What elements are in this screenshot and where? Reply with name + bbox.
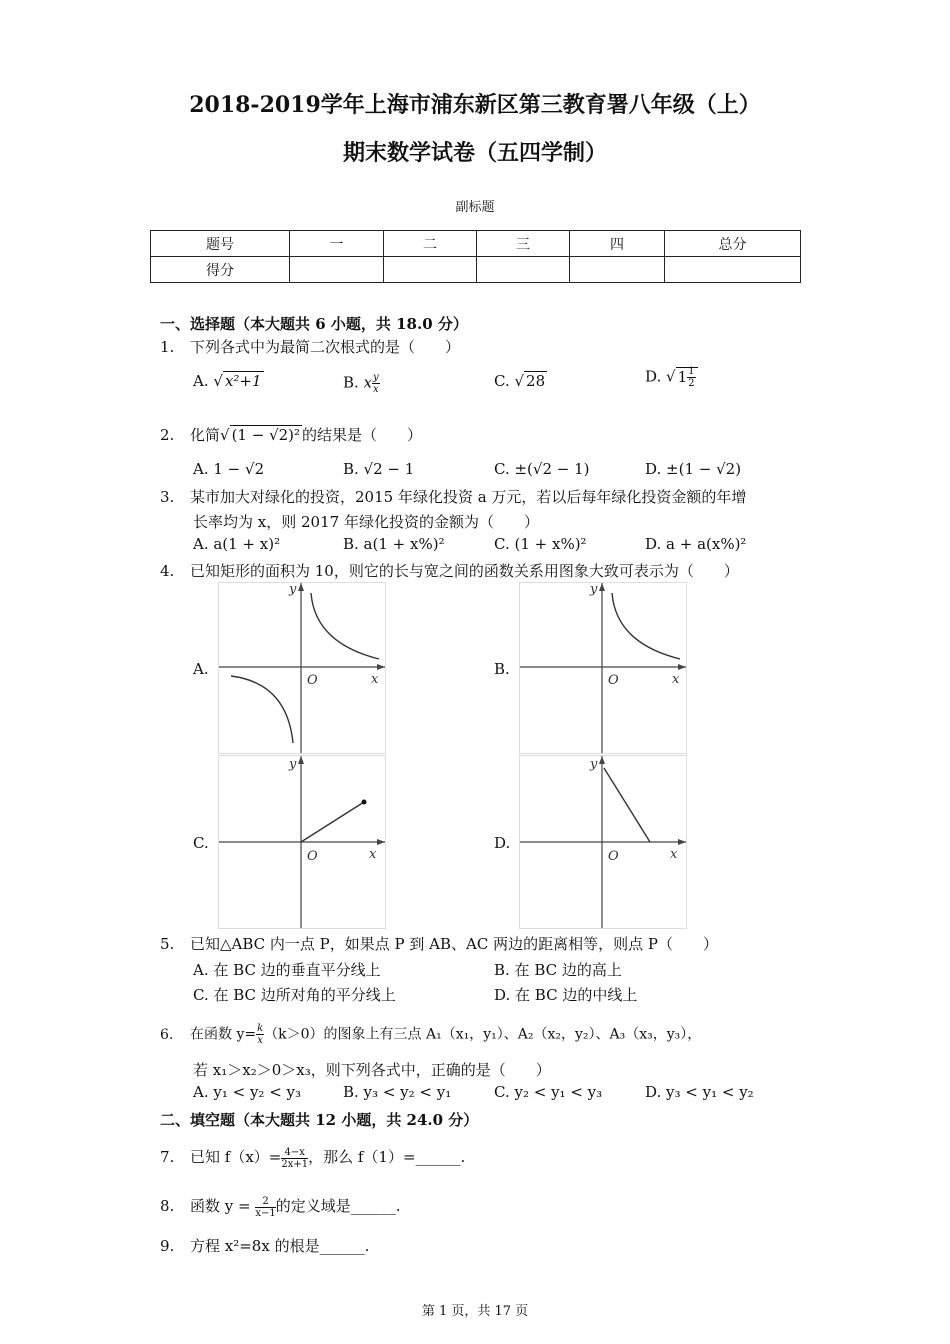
q3-option-d[interactable]: D. a + a(x%)²	[645, 535, 747, 553]
fraction: $\frac{4-x}{2x+1}$	[281, 1146, 309, 1170]
y-axis-arrow	[298, 583, 304, 591]
x-axis-arrow	[678, 839, 686, 845]
fraction: $\frac{y}{x}$	[373, 372, 379, 395]
question-text: ，那么 f（1）=______.	[308, 1148, 466, 1166]
option-label: B.	[343, 373, 359, 392]
section-heading-fill: 二、填空题（本大题共 12 小题，共 24.0 分）	[160, 1111, 479, 1129]
q5-option-d[interactable]: D. 在 BC 边的中线上	[494, 986, 638, 1004]
q1-option-d[interactable]: D. √ 1 $\frac{1}{2}$	[645, 366, 698, 389]
question-2: 2. 化简√ (1 − √2)² 的结果是（ ）	[160, 426, 423, 444]
question-6	[160, 1023, 701, 1046]
q6-option-d[interactable]: D. y₃ < y₁ < y₂	[645, 1083, 754, 1101]
y-axis-label: y	[590, 583, 598, 597]
q4-option-a-label[interactable]: A.	[193, 660, 209, 678]
question-number: 4.	[160, 562, 175, 580]
q6-option-b[interactable]: B. y₃ < y₂ < y₁	[343, 1083, 452, 1101]
question-number: 9.	[160, 1237, 175, 1255]
question-text: 某市加大对绿化的投资，2015 年绿化投资 a 万元，若以后每年绿化投资金额的年增	[190, 488, 747, 506]
origin-label: O	[307, 849, 318, 864]
y-axis-label: y	[590, 757, 598, 772]
score-cell[interactable]	[384, 257, 477, 283]
q1-option-c[interactable]: C. √ 28	[494, 372, 546, 390]
x-axis-arrow	[377, 839, 385, 845]
endpoint	[362, 800, 367, 805]
line-segment	[301, 802, 364, 842]
x-axis-label: x	[369, 847, 377, 862]
origin-label: O	[608, 849, 619, 864]
fraction: $\frac{1}{2}$	[688, 366, 695, 389]
question-number: 2.	[160, 426, 175, 444]
question-text: （k＞0）的图象上有三点 A₁（x₁，y₁）、A₂（x₂，y₂）、A₃（x₃，y₃），	[264, 1026, 702, 1043]
score-table-header-row	[151, 231, 801, 257]
section-heading-choice: 一、选择题（本大题共 6 小题，共 18.0 分）	[160, 315, 468, 333]
question-4	[160, 560, 739, 581]
score-header-cell: 题号	[151, 231, 290, 257]
y-axis-arrow	[599, 756, 605, 764]
question-7	[160, 1146, 465, 1170]
score-cell[interactable]	[665, 257, 801, 283]
option-label: D.	[645, 367, 662, 386]
score-row-label: 得分	[151, 257, 290, 283]
score-header-cell: 二	[384, 231, 477, 257]
graph-a-svg	[219, 583, 385, 753]
page-footer: 第 1 页，共 17 页	[421, 1304, 529, 1319]
option-label: C.	[494, 372, 510, 390]
mixed-whole: 1	[677, 367, 688, 386]
question-9	[160, 1235, 369, 1256]
question-number: 8.	[160, 1197, 175, 1215]
question-text: 函数 y =	[190, 1197, 256, 1215]
q4-option-b-label[interactable]: B.	[494, 660, 510, 678]
question-expr: (1 − √2)²	[231, 426, 301, 444]
q2-option-d[interactable]: D. ±(1 − √2)	[645, 460, 742, 478]
score-header-cell: 四	[570, 231, 665, 257]
q5-option-b[interactable]: B. 在 BC 边的高上	[494, 961, 622, 979]
score-cell[interactable]	[477, 257, 570, 283]
fraction: $\frac{k}{x}$	[257, 1023, 264, 1046]
y-axis-arrow	[599, 583, 605, 591]
q2-option-c[interactable]: C. ±(√2 − 1)	[494, 460, 590, 478]
subtitle: 副标题	[455, 200, 495, 215]
x-axis-arrow	[678, 664, 686, 670]
score-header-cell: 三	[477, 231, 570, 257]
x-axis-arrow	[377, 664, 385, 670]
x-axis-label: x	[670, 847, 678, 862]
y-axis-label: y	[289, 583, 297, 597]
question-number: 3.	[160, 488, 175, 506]
graph-d[interactable]	[519, 755, 687, 929]
q2-option-a[interactable]: A. 1 − √2	[193, 460, 265, 478]
graph-b-svg	[520, 583, 686, 753]
q3-option-c[interactable]: C. (1 + x%)²	[494, 535, 587, 553]
score-table	[150, 230, 801, 283]
score-table-row	[151, 257, 801, 283]
question-number: 5.	[160, 935, 175, 953]
graph-c[interactable]	[218, 755, 386, 929]
x-axis-label: x	[371, 672, 379, 687]
curve-quadrant-3	[231, 676, 293, 743]
option-expr: 28	[526, 372, 546, 390]
question-text: 方程 x²=8x 的根是______.	[190, 1237, 370, 1255]
q3-option-b[interactable]: B. a(1 + x%)²	[343, 535, 445, 553]
q1-option-a[interactable]: A. √ x²+1	[193, 372, 262, 390]
question-text: 在函数 y=	[190, 1026, 257, 1043]
line-segment	[604, 768, 650, 842]
fraction: $\frac{2}{x-1}$	[255, 1195, 276, 1219]
option-label: A.	[193, 372, 209, 390]
q4-option-d-label[interactable]: D.	[494, 834, 511, 852]
question-text: 已知矩形的面积为 10，则它的长与宽之间的函数关系用图象大致可表示为（ ）	[190, 562, 739, 580]
question-6-line2: 若 x₁＞x₂＞0＞x₃，则下列各式中，正确的是（ ）	[193, 1061, 551, 1079]
q3-option-a[interactable]: A. a(1 + x)²	[193, 535, 281, 553]
option-expr: x	[363, 373, 373, 392]
q2-option-b[interactable]: B. √2 − 1	[343, 460, 415, 478]
question-8	[160, 1195, 401, 1219]
graph-c-svg	[219, 756, 385, 928]
score-header-cell: 一	[290, 231, 384, 257]
x-axis-label: x	[672, 672, 680, 687]
graph-d-svg	[520, 756, 686, 928]
q4-option-c-label[interactable]: C.	[193, 834, 209, 852]
question-text: 已知△ABC 内一点 P，如果点 P 到 AB、AC 两边的距离相等，则点 P（ ）	[190, 935, 718, 953]
q1-option-b[interactable]	[343, 372, 380, 395]
y-axis-arrow	[298, 756, 304, 764]
q5-option-c[interactable]: C. 在 BC 边所对角的平分线上	[193, 986, 396, 1004]
question-text: 的结果是（ ）	[302, 426, 423, 444]
question-number: 6.	[160, 1026, 174, 1043]
option-expr: x²+1	[224, 372, 262, 390]
question-text: 的定义域是______.	[275, 1197, 401, 1215]
origin-label: O	[608, 673, 619, 688]
question-3	[160, 486, 746, 507]
q5-option-a[interactable]: A. 在 BC 边的垂直平分线上	[193, 961, 381, 979]
score-cell[interactable]	[290, 257, 384, 283]
question-number: 7.	[160, 1148, 175, 1166]
question-1	[160, 336, 460, 357]
graph-a[interactable]	[218, 582, 386, 754]
curve-quadrant-1	[311, 593, 379, 659]
q6-option-a[interactable]: A. y₁ < y₂ < y₃	[193, 1083, 302, 1101]
score-cell[interactable]	[570, 257, 665, 283]
question-text: 下列各式中为最简二次根式的是（ ）	[190, 338, 461, 356]
q6-option-c[interactable]: C. y₂ < y₁ < y₃	[494, 1083, 603, 1101]
question-3-line2: 长率均为 x，则 2017 年绿化投资的金额为（ ）	[193, 513, 539, 531]
curve-quadrant-1	[612, 593, 680, 659]
page-title-line2: 期末数学试卷（五四学制）	[342, 140, 607, 166]
graph-b[interactable]	[519, 582, 687, 754]
score-header-cell: 总分	[665, 231, 801, 257]
question-text: 化简	[190, 426, 221, 444]
question-text: 已知 f（x）=	[190, 1148, 282, 1166]
question-number: 1.	[160, 338, 175, 356]
page-title-line1: 2018-2019学年上海市浦东新区第三教育署八年级（上）	[189, 92, 761, 118]
y-axis-label: y	[289, 757, 297, 772]
origin-label: O	[307, 673, 318, 688]
question-5	[160, 933, 718, 954]
